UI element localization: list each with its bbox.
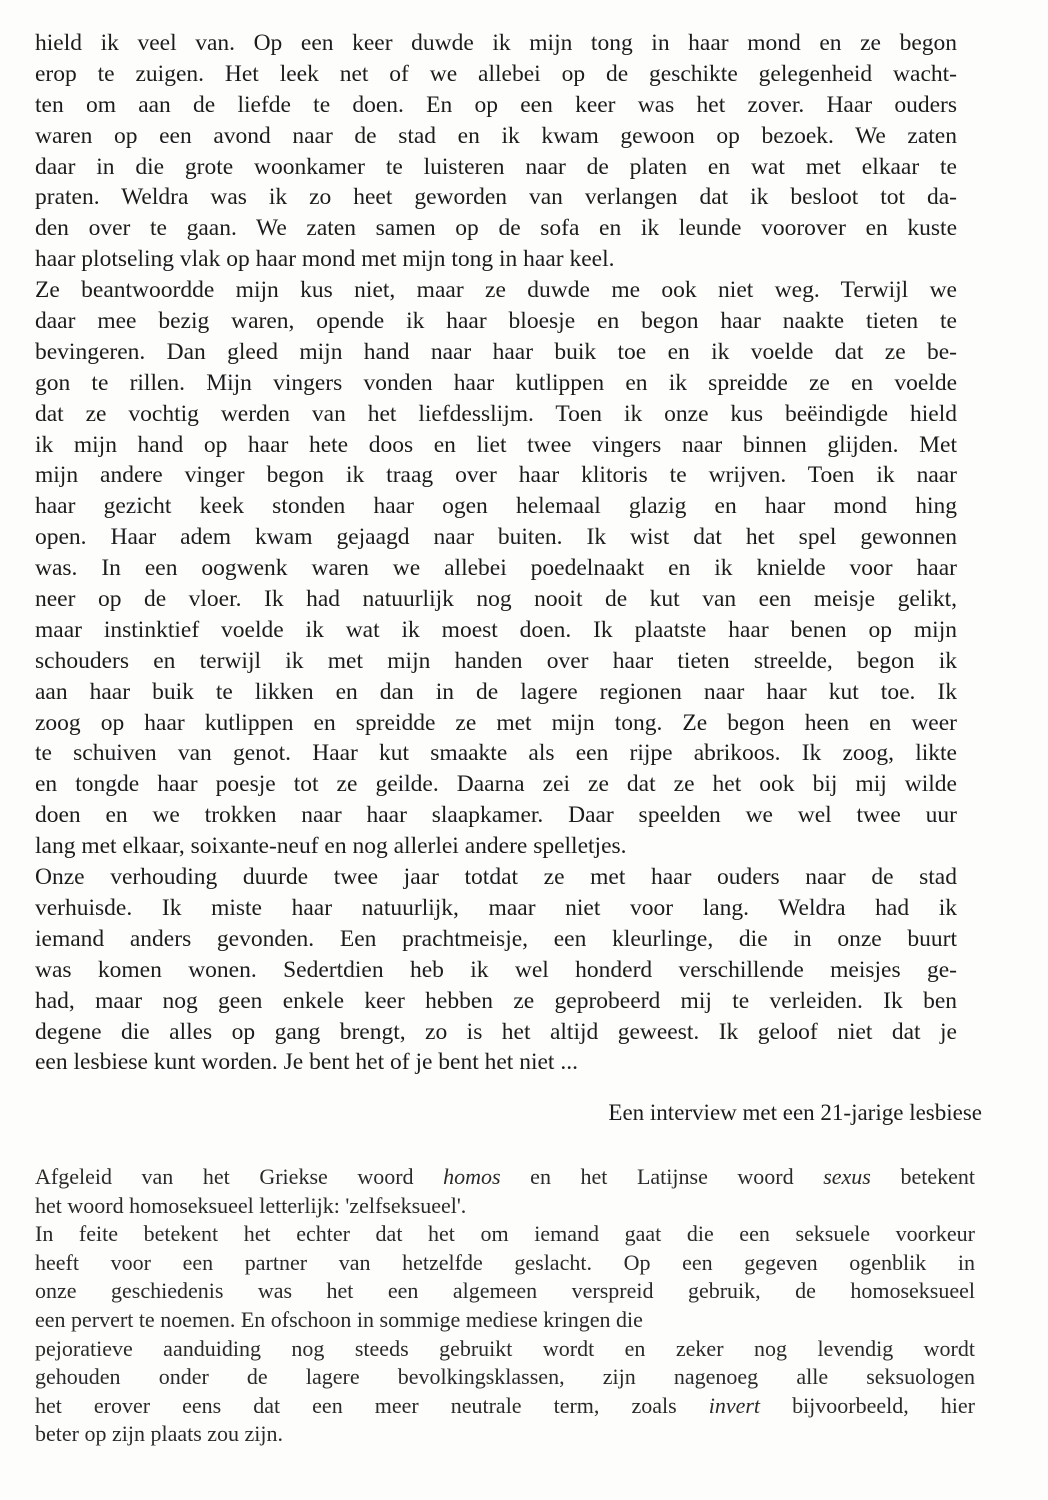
- text-line: praten. Weldra was ik zo heet geworden van verlangen dat ik besloot tot da-: [35, 184, 957, 211]
- text-line: iemand anders gevonden. Een prachtmeisje, een kleurlinge, die in onze buurt: [35, 925, 957, 952]
- text-line: heeft voor een partner van hetzelfde geslacht. Op een gegeven ogenblik in: [35, 1249, 975, 1275]
- text-line: In feite betekent het echter dat het om iemand gaat die een seksuele voorkeur: [35, 1221, 975, 1247]
- interview-text: [35, 28, 957, 1078]
- interview-caption: Een interview met een 21-jarige lesbiese: [608, 1100, 982, 1125]
- text-line: beter op zijn plaats zou zijn.: [35, 1421, 284, 1447]
- text-line: erop te zuigen. Het leek net of we allebei op de geschikte gelegenheid wacht-: [35, 60, 957, 87]
- text-line: waren op een avond naar de stad en ik kwam gewoon op bezoek. We zaten: [35, 122, 957, 149]
- text-line: aan haar buik te likken en dan in de lagere regionen naar haar kut toe. Ik: [35, 678, 957, 705]
- text-span: Afgeleid van het Griekse woord: [35, 1164, 444, 1189]
- italic-term: sexus: [823, 1164, 871, 1189]
- text-line: ik mijn hand op haar hete doos en liet twee vingers naar binnen glijden. Met: [35, 431, 957, 458]
- text-line: neer op de vloer. Ik had natuurlijk nog nooit de kut van een meisje gelikt,: [35, 586, 957, 613]
- text-line: een lesbiese kunt worden. Je bent het of je bent het niet ...: [35, 1049, 578, 1076]
- text-span: en het Latijnse woord: [500, 1164, 824, 1189]
- text-span: bijvoorbeeld, hier: [760, 1392, 975, 1418]
- text-line: en tongde haar poesje tot ze geilde. Daarna zei ze dat ze het ook bij mij wilde: [35, 771, 957, 798]
- text-line: den over te gaan. We zaten samen op de sofa en ik leunde voorover en kuste: [35, 215, 957, 242]
- text-line: te schuiven van genot. Haar kut smaakte als een rijpe abrikoos. Ik zoog, likte: [35, 740, 957, 767]
- italic-term: invert: [708, 1392, 761, 1418]
- text-span: het erover eens dat een meer neutrale term, zoals: [35, 1392, 709, 1418]
- text-line: open. Haar adem kwam gejaagd naar buiten. Ik wist dat het spel gewonnen: [35, 524, 957, 551]
- text-line: pejoratieve aanduiding nog steeds gebruikt wordt en zeker nog levendig wordt: [35, 1335, 975, 1361]
- text-line: bevingeren. Dan gleed mijn hand naar haar buik toe en ik voelde dat ze be-: [35, 338, 957, 365]
- text-line: degene die alles op gang brengt, zo is het altijd geweest. Ik geloof niet dat je: [35, 1018, 957, 1045]
- text-span: betekent: [870, 1164, 975, 1189]
- text-line: maar instinktief voelde ik wat ik moest doen. Ik plaatste haar benen op mijn: [35, 616, 957, 643]
- text-line: Ze beantwoordde mijn kus niet, maar ze duwde me ook niet weg. Terwijl we: [35, 277, 957, 304]
- text-line: [35, 1392, 975, 1421]
- text-line: was komen wonen. Sedertdien heb ik wel honderd verschillende meisjes ge-: [35, 956, 957, 983]
- text-line: hield ik veel van. Op een keer duwde ik mijn tong in haar mond en ze begon: [35, 30, 957, 56]
- text-line: was. In een oogwenk waren we allebei poedelnaakt en ik knielde voor haar: [35, 555, 957, 582]
- text-line: doen en we trokken naar haar slaapkamer. Daar speelden we wel twee uur: [35, 802, 957, 829]
- text-line: [35, 1163, 975, 1192]
- italic-term: homos: [443, 1164, 501, 1189]
- text-line: daar in die grote woonkamer te luisteren naar de platen en wat met elkaar te: [35, 153, 957, 180]
- text-line: Onze verhouding duurde twee jaar totdat ze met haar ouders naar de stad: [35, 864, 957, 891]
- text-line: lang met elkaar, soixante-neuf en nog allerlei andere spelletjes.: [35, 833, 627, 860]
- text-line: mijn andere vinger begon ik traag over haar klitoris te wrijven. Toen ik naar: [35, 462, 957, 489]
- text-line: schouders en terwijl ik met mijn handen over haar tieten streelde, begon ik: [35, 647, 957, 674]
- text-line: daar mee bezig waren, opende ik haar bloesje en begon haar naakte tieten te: [35, 308, 957, 335]
- text-line: gehouden onder de lagere bevolkingsklassen, zijn nagenoeg alle seksuologen: [35, 1364, 975, 1390]
- text-line: ten om aan de liefde te doen. En op een keer was het zover. Haar ouders: [35, 91, 957, 118]
- text-line: haar gezicht keek stonden haar ogen helemaal glazig en haar mond hing: [35, 493, 957, 520]
- text-line: onze geschiedenis was het een algemeen verspreid gebruik, de homoseksueel: [35, 1278, 975, 1304]
- text-line: zoog op haar kutlippen en spreidde ze met mijn tong. Ze begon heen en weer: [35, 709, 957, 736]
- text-line: gon te rillen. Mijn vingers vonden haar kutlippen en ik spreidde ze en voelde: [35, 369, 957, 396]
- text-line: het woord homoseksueel letterlijk: 'zelfseksueel'.: [35, 1192, 467, 1218]
- text-line: verhuisde. Ik miste haar natuurlijk, maar niet voor lang. Weldra had ik: [35, 894, 957, 921]
- text-line: haar plotseling vlak op haar mond met mijn tong in haar keel.: [35, 246, 615, 273]
- essay-text: [35, 1163, 975, 1449]
- text-line: dat ze vochtig werden van het liefdesslijm. Toen ik onze kus beëindigde hield: [35, 400, 957, 427]
- text-line: een pervert te noemen. En ofschoon in sommige mediese kringen die: [35, 1306, 643, 1332]
- text-line: had, maar nog geen enkele keer hebben ze geprobeerd mij te verleiden. Ik ben: [35, 987, 957, 1014]
